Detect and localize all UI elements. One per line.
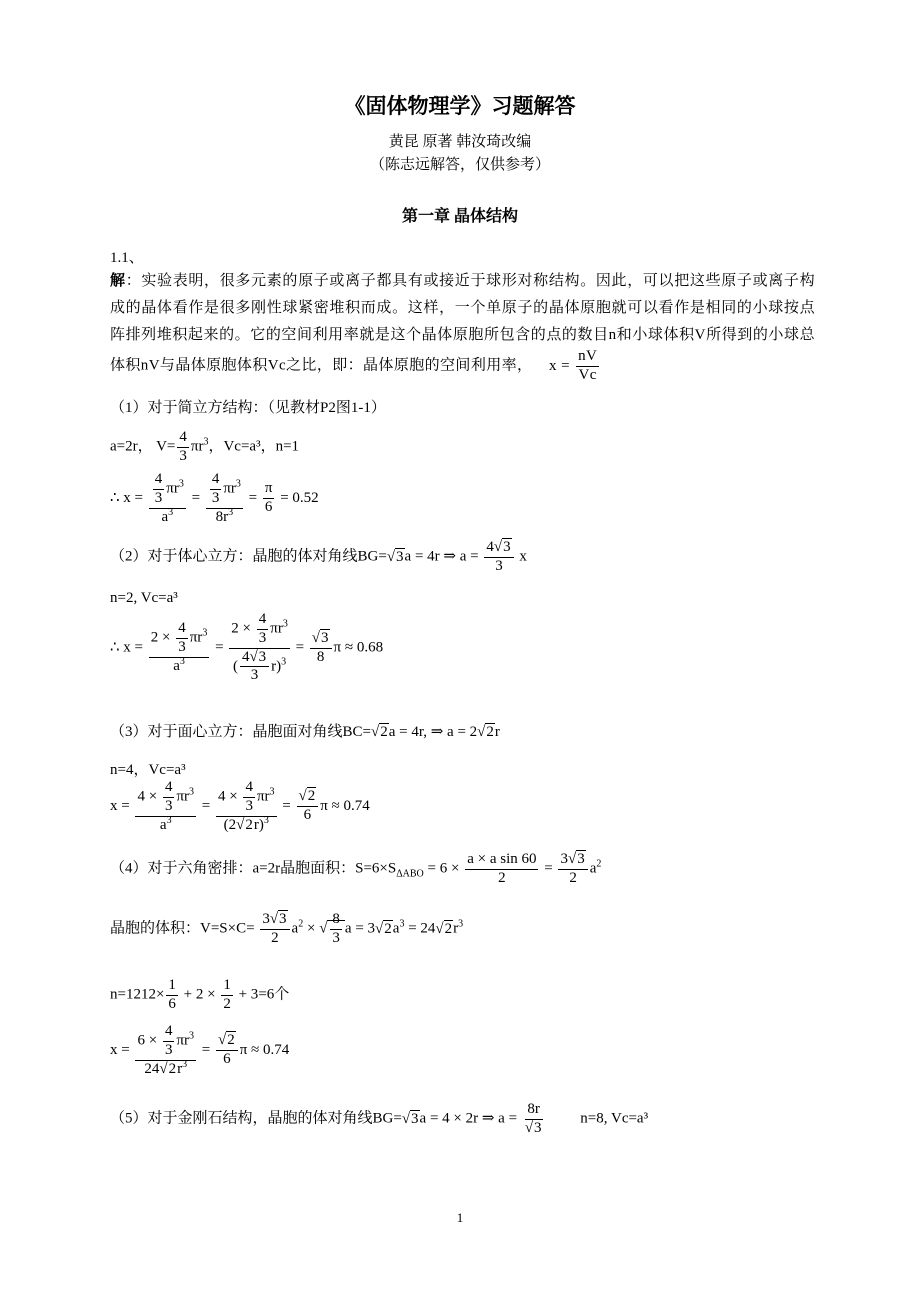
intro-text: ：实验表明，很多元素的原子或离子都具有或接近于球形对称结构。因此，可以把这些原子或离子构成的晶体看作是很多刚性球紧密堆积而成。这样，一个单原子的晶体原胞就可以看作是相同的小球按点阵排列堆积起来的。它的空间利用率就是这个晶体原胞所包含的点的数目n和小球体积V所得到的小球总体积nV与晶体原胞体积Vc之比，即：晶体原胞的空间利用率， [110,273,816,374]
note: （陈志远解答，仅供参考） [369,157,550,173]
chapter-heading: 第一章 晶体结构 [401,208,518,225]
case3-label: （3）对于面心立方：晶胞面对角线BC=√2a = 4r, ⇒ a = 2√2r [110,724,500,740]
case4-label: （4）对于六角密排：a=2r晶胞面积：$S=6\times S_{\Delta ABO} = 6$ × $\frac{\text{a × a sin 60}}{2}$ = $\frac{3√3}{2}$ $a^2$ [110,851,602,886]
page-title: 《固体物理学》习题解答 [344,94,576,118]
case5-label: （5）对于金刚石结构，晶胞的体对角线BG=√3a = 4 × 2r ⇒ a = $\frac{8r}{√3}$ n=8, Vc=a³ [110,1101,649,1136]
case2-label: （2）对于体心立方：晶胞的体对角线BG=√3a = 4r ⇒ a = $\frac{4√3}{3}$ x [110,539,527,574]
case1-formula: ∴ x = $\frac{4}{3}$ $\pi r^3$ $a^3$ = $\frac{4}{3}$ $\pi r^3$ $8r^3$ = $\frac{\pi}{6}$ = 0.52 [110,471,319,525]
formula-x: x = $\frac{nV}{Vc}$ [536,348,598,383]
case3-formula: x = 4 × $\frac{4}{3}$ $\pi r^3$ $a^3$ = 4 × $\frac{4}{3}$ $\pi r^3$ $(2√2r)^3$ = $\frac{√2}{6}$ π ≈ 0.74 [110,779,370,833]
authors: 黄昆 原著 韩汝琦改编 [388,134,532,150]
case4-volume: 晶胞的体积：V=S×C= $\frac{3√3}{2}$ $a^2$ × √ $\frac{8}{3}$ $a = 3√2a^3 = 24√2r^3$ [110,911,464,946]
case5-params: n=8, Vc=a³ [580,1110,649,1127]
result-bcc: 0.68 [356,639,384,656]
solution-label: 解 [110,273,126,289]
case4-n: n=1212× $\frac{1}{6}$ + 2 × $\frac{1}{2}$ + 3=6个 [110,977,290,1012]
problem-number: 1.1、 [110,250,144,266]
case4-formula: x = 6 × $\frac{4}{3}$ $\pi r^3$ $24√2r^3$ = $\frac{√2}{6}$ π ≈ 0.74 [110,1023,290,1077]
result-hcp: 0.74 [263,1042,290,1059]
case3-params: n=4，Vc=a³ [110,762,186,778]
case1-label: （1）对于简立方结构：（见教材P2图1-1） [110,400,386,416]
intro-paragraph [110,268,815,384]
page-number: 1 [456,1210,464,1225]
case2-formula: ∴ x = 2 × $\frac{4}{3}$ $\pi r^3$ $a^3$ = 2 × $\frac{4}{3}$ $\pi r^3$ ( $\frac{4√3}{3}$ r)$^3$ = $\frac{√3}{8}$ π ≈ 0.68 [110,611,384,684]
case2-params: n=2, Vc=a³ [110,590,178,606]
result-sc: 0.52 [292,490,319,507]
result-fcc: 0.74 [343,798,370,815]
case1-params: a=2r， V= $\frac{4}{3}$ $\pi r^3$，Vc=a³，n=1 [110,429,300,464]
